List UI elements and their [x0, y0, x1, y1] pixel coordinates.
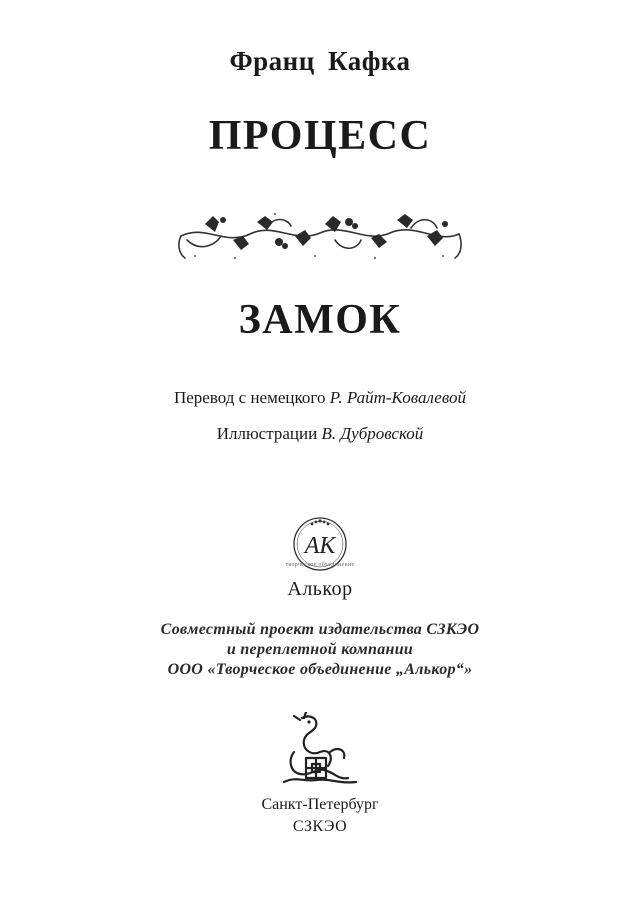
publisher-name: СЗКЭО: [292, 818, 348, 835]
author-name: Франц Кафка: [229, 46, 411, 76]
illustrator-name: В. Дубровской: [321, 424, 424, 443]
publication-city: Санкт-Петербург: [261, 796, 379, 813]
illustration-prefix: Иллюстрации: [216, 424, 318, 443]
logo-name: Алькор: [287, 578, 353, 600]
illustration-credit: [0, 424, 640, 444]
logo-tagline: творческое объединение: [285, 562, 355, 568]
knotwork-dragon-emblem-icon: [276, 712, 364, 788]
joint-project-line-1: Совместный проект издательства СЗКЭО: [160, 621, 480, 638]
book-title-castle: ЗАМОК: [238, 297, 402, 343]
logo-monogram: АК: [304, 533, 336, 559]
translation-credit: [0, 388, 640, 408]
translator-name: Р. Райт-Ковалевой: [329, 388, 467, 407]
book-title-process: ПРОЦЕСС: [208, 113, 432, 159]
joint-project-line-2: и переплетной компании: [226, 641, 414, 658]
floral-vine-ornament-icon: [175, 206, 465, 264]
joint-project-line-3: ООО «Творческое объединение „Алькор“»: [167, 661, 473, 678]
translation-prefix: Перевод с немецкого: [173, 388, 326, 407]
